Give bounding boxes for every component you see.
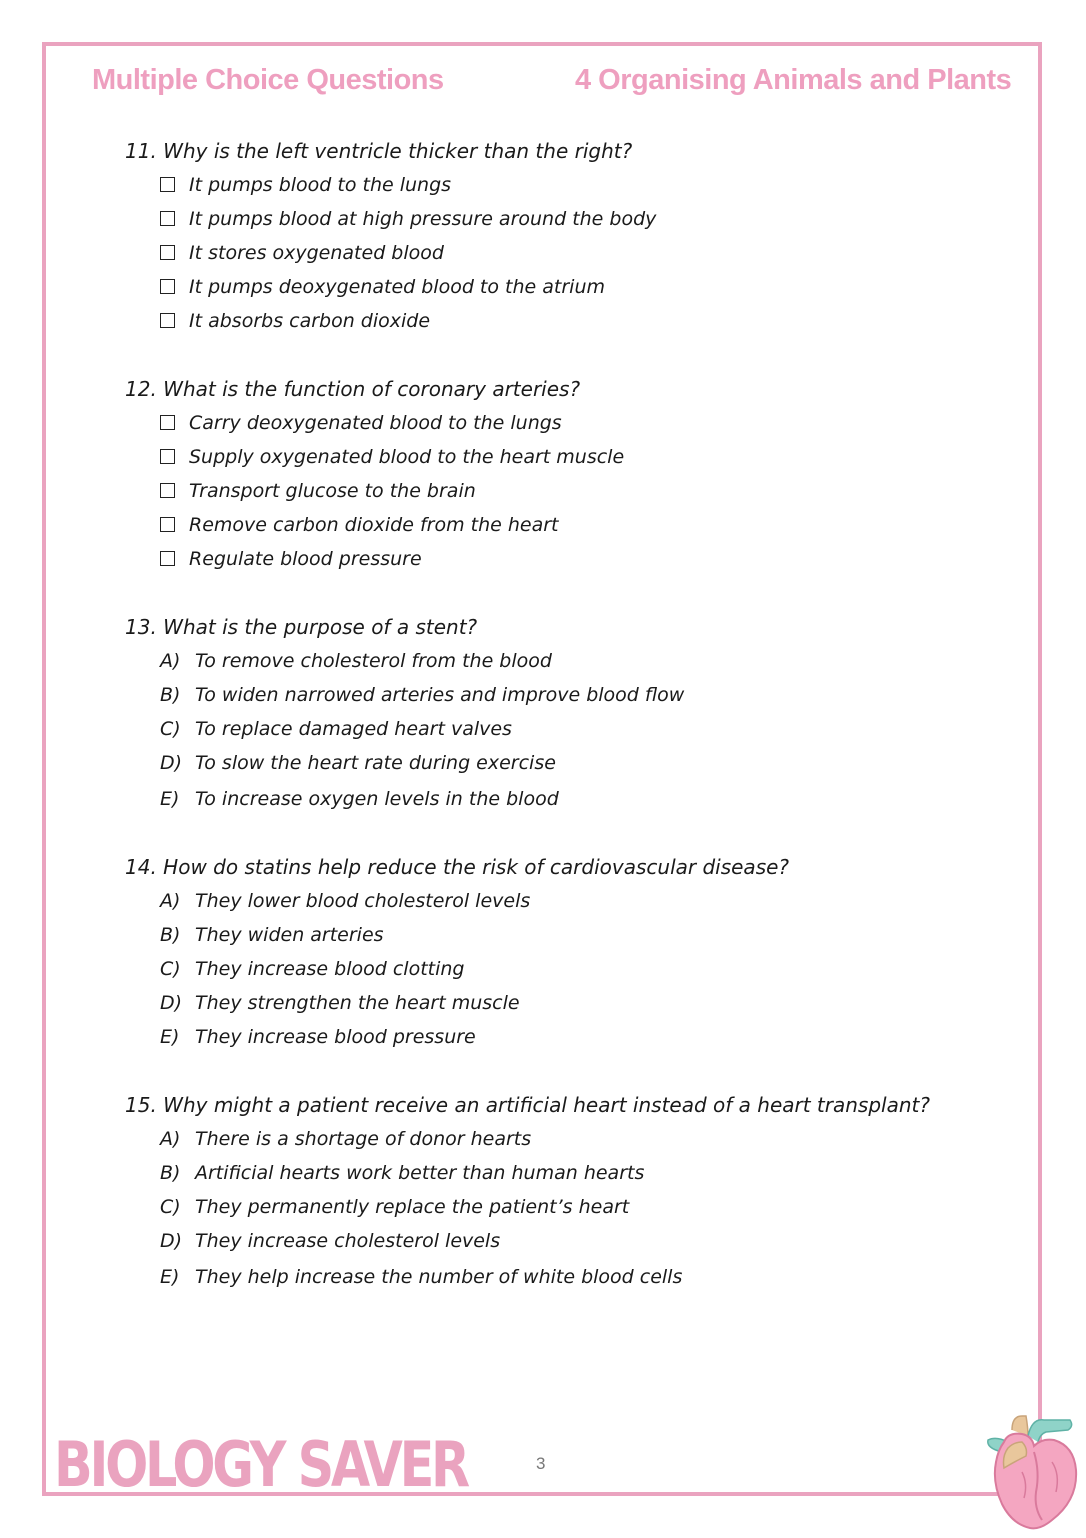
option[interactable] — [160, 1128, 531, 1150]
chapter-title: 4 Organising Animals and Plants — [575, 64, 1012, 96]
question-12 — [125, 377, 580, 401]
option-letter: B) — [160, 924, 181, 946]
option[interactable] — [160, 514, 558, 536]
option-letter: A) — [160, 650, 181, 672]
option-text: It pumps blood to the lungs — [189, 174, 452, 196]
option-letter: C) — [160, 718, 181, 740]
option-text: It stores oxygenated blood — [189, 242, 444, 264]
question-text: How do statins help reduce the risk of cardiovascular disease? — [163, 855, 790, 879]
option-text: Carry deoxygenated blood to the lungs — [189, 412, 562, 434]
question-number: 12. — [125, 377, 157, 401]
option[interactable] — [160, 684, 684, 706]
heart-icon — [982, 1412, 1082, 1532]
checkbox-icon[interactable] — [160, 279, 175, 294]
option[interactable] — [160, 650, 552, 672]
option-text: They strengthen the heart muscle — [195, 992, 520, 1014]
option[interactable] — [160, 276, 605, 298]
option-letter: E) — [160, 1266, 180, 1288]
option-letter: B) — [160, 684, 181, 706]
option-text: To replace damaged heart valves — [195, 718, 512, 740]
option-letter: B) — [160, 1162, 181, 1184]
question-number: 11. — [125, 139, 157, 163]
option-text: They increase cholesterol levels — [195, 1230, 501, 1252]
page-number: 3 — [536, 1454, 546, 1473]
question-text: What is the function of coronary arteries? — [163, 377, 581, 401]
option-text: They increase blood clotting — [195, 958, 465, 980]
question-text: What is the purpose of a stent? — [163, 615, 478, 639]
option-text: They permanently replace the patient’s heart — [195, 1196, 630, 1218]
option-text: Artificial hearts work better than human hearts — [195, 1162, 645, 1184]
option[interactable] — [160, 548, 422, 570]
section-title: Multiple Choice Questions — [92, 64, 444, 96]
option[interactable] — [160, 752, 556, 774]
question-text: Why might a patient receive an artificial heart instead of a heart transplant? — [163, 1093, 930, 1117]
option[interactable] — [160, 1266, 682, 1288]
option-text: To increase oxygen levels in the blood — [195, 788, 559, 810]
option-letter: D) — [160, 992, 183, 1014]
option-text: It absorbs carbon dioxide — [189, 310, 431, 332]
checkbox-icon[interactable] — [160, 517, 175, 532]
brand-logo: BIOLOGY SAVER — [54, 1428, 467, 1501]
option[interactable] — [160, 310, 430, 332]
option-text: To remove cholesterol from the blood — [195, 650, 552, 672]
option[interactable] — [160, 958, 464, 980]
option-text: They help increase the number of white blood cells — [195, 1266, 683, 1288]
option[interactable] — [160, 242, 444, 264]
option-text: There is a shortage of donor hearts — [195, 1128, 532, 1150]
option-letter: A) — [160, 1128, 181, 1150]
option-letter: A) — [160, 890, 181, 912]
option-letter: E) — [160, 1026, 180, 1048]
option-text: Supply oxygenated blood to the heart muscle — [189, 446, 625, 468]
question-11 — [125, 139, 632, 163]
option[interactable] — [160, 992, 520, 1014]
option[interactable] — [160, 208, 656, 230]
option[interactable] — [160, 412, 562, 434]
option[interactable] — [160, 174, 451, 196]
checkbox-icon[interactable] — [160, 211, 175, 226]
option-text: They increase blood pressure — [195, 1026, 476, 1048]
option-letter: C) — [160, 1196, 181, 1218]
checkbox-icon[interactable] — [160, 551, 175, 566]
checkbox-icon[interactable] — [160, 177, 175, 192]
checkbox-icon[interactable] — [160, 449, 175, 464]
option[interactable] — [160, 1162, 644, 1184]
question-number: 13. — [125, 615, 157, 639]
option[interactable] — [160, 1196, 629, 1218]
option-text: They lower blood cholesterol levels — [195, 890, 531, 912]
question-14 — [125, 855, 789, 879]
option-letter: C) — [160, 958, 181, 980]
option[interactable] — [160, 924, 384, 946]
option-text: They widen arteries — [195, 924, 384, 946]
option-text: To widen narrowed arteries and improve blood flow — [195, 684, 685, 706]
checkbox-icon[interactable] — [160, 245, 175, 260]
question-number: 15. — [125, 1093, 157, 1117]
option[interactable] — [160, 890, 530, 912]
option-letter: E) — [160, 788, 180, 810]
option[interactable] — [160, 1026, 476, 1048]
option[interactable] — [160, 480, 476, 502]
question-13 — [125, 615, 477, 639]
option-text: Remove carbon dioxide from the heart — [189, 514, 559, 536]
option-text: Transport glucose to the brain — [189, 480, 476, 502]
option-text: To slow the heart rate during exercise — [195, 752, 556, 774]
checkbox-icon[interactable] — [160, 415, 175, 430]
question-text: Why is the left ventricle thicker than the right? — [163, 139, 633, 163]
option-text: It pumps blood at high pressure around the body — [189, 208, 657, 230]
option-letter: D) — [160, 752, 183, 774]
option-letter: D) — [160, 1230, 183, 1252]
option-text: It pumps deoxygenated blood to the atrium — [189, 276, 605, 298]
question-15 — [125, 1093, 930, 1117]
option[interactable] — [160, 446, 624, 468]
checkbox-icon[interactable] — [160, 313, 175, 328]
option[interactable] — [160, 718, 512, 740]
option-text: Regulate blood pressure — [189, 548, 422, 570]
question-number: 14. — [125, 855, 157, 879]
option[interactable] — [160, 1230, 500, 1252]
option[interactable] — [160, 788, 559, 810]
checkbox-icon[interactable] — [160, 483, 175, 498]
